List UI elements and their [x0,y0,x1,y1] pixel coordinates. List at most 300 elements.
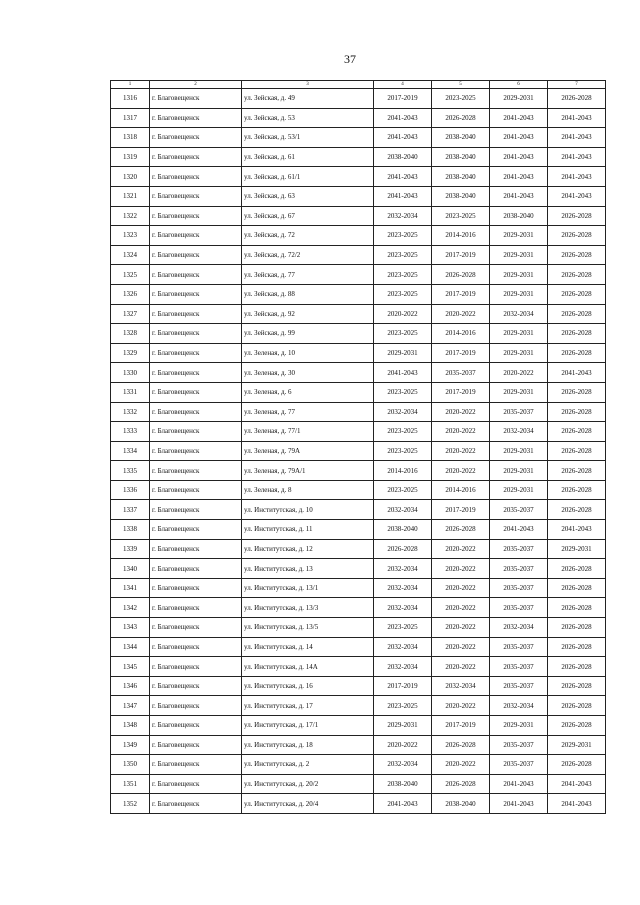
table-row [111,186,606,206]
row-number-cell: 1334 [111,441,150,461]
period-col-7-cell: 2041-2043 [548,108,606,128]
period-col-6-cell: 2029-2031 [490,265,548,285]
period-col-6-cell: 2035-2037 [490,755,548,775]
period-col-5-cell: 2020-2022 [432,637,490,657]
city-cell: г. Благовещенск [150,578,242,598]
period-col-5-cell: 2020-2022 [432,441,490,461]
city-cell: г. Благовещенск [150,735,242,755]
period-col-6-cell: 2041-2043 [490,520,548,540]
city-cell: г. Благовещенск [150,716,242,736]
city-cell: г. Благовещенск [150,637,242,657]
address-cell: ул. Зейская, д. 92 [242,304,374,324]
period-col-5-cell: 2035-2037 [432,363,490,383]
table-row [111,559,606,579]
period-col-7-cell: 2026-2028 [548,755,606,775]
period-col-6-cell: 2035-2037 [490,539,548,559]
period-col-5-cell: 2038-2040 [432,167,490,187]
address-cell: ул. Зейская, д. 99 [242,324,374,344]
city-cell: г. Благовещенск [150,128,242,148]
period-col-6-cell: 2029-2031 [490,461,548,481]
period-col-7-cell: 2026-2028 [548,206,606,226]
table-row [111,598,606,618]
period-col-4-cell: 2026-2028 [374,539,432,559]
period-col-5-cell: 2023-2025 [432,206,490,226]
period-col-6-cell: 2035-2037 [490,735,548,755]
table-row [111,637,606,657]
table-row [111,716,606,736]
period-col-4-cell: 2017-2019 [374,89,432,109]
period-col-7-cell: 2041-2043 [548,147,606,167]
table-row [111,206,606,226]
row-number-cell: 1327 [111,304,150,324]
period-col-7-cell: 2041-2043 [548,774,606,794]
row-number-cell: 1349 [111,735,150,755]
table-row [111,794,606,814]
address-cell: ул. Зейская, д. 72 [242,226,374,246]
table-row [111,500,606,520]
city-cell: г. Благовещенск [150,696,242,716]
row-number-cell: 1330 [111,363,150,383]
row-number-cell: 1332 [111,402,150,422]
period-col-5-cell: 2020-2022 [432,539,490,559]
period-col-7-cell: 2026-2028 [548,284,606,304]
address-cell: ул. Зеленая, д. 77/1 [242,422,374,442]
city-cell: г. Благовещенск [150,284,242,304]
header-col-1: 1 [111,81,150,89]
row-number-cell: 1335 [111,461,150,481]
address-cell: ул. Зейская, д. 61/1 [242,167,374,187]
row-number-cell: 1333 [111,422,150,442]
period-col-4-cell: 2023-2025 [374,265,432,285]
table-row [111,167,606,187]
table-row [111,402,606,422]
period-col-4-cell: 2023-2025 [374,618,432,638]
period-col-5-cell: 2038-2040 [432,186,490,206]
city-cell: г. Благовещенск [150,382,242,402]
address-cell: ул. Институтская, д. 17/1 [242,716,374,736]
row-number-cell: 1319 [111,147,150,167]
row-number-cell: 1339 [111,539,150,559]
row-number-cell: 1340 [111,559,150,579]
row-number-cell: 1326 [111,284,150,304]
table-row [111,441,606,461]
period-col-6-cell: 2029-2031 [490,343,548,363]
period-col-6-cell: 2035-2037 [490,637,548,657]
city-cell: г. Благовещенск [150,657,242,677]
period-col-7-cell: 2026-2028 [548,304,606,324]
period-col-5-cell: 2020-2022 [432,402,490,422]
row-number-cell: 1341 [111,578,150,598]
period-col-7-cell: 2026-2028 [548,382,606,402]
period-col-7-cell: 2026-2028 [548,676,606,696]
row-number-cell: 1323 [111,226,150,246]
period-col-6-cell: 2041-2043 [490,147,548,167]
period-col-5-cell: 2038-2040 [432,147,490,167]
row-number-cell: 1328 [111,324,150,344]
row-number-cell: 1316 [111,89,150,109]
period-col-6-cell: 2041-2043 [490,186,548,206]
period-col-5-cell: 2020-2022 [432,304,490,324]
address-cell: ул. Институтская, д. 13/5 [242,618,374,638]
period-col-6-cell: 2029-2031 [490,382,548,402]
period-col-7-cell: 2041-2043 [548,167,606,187]
row-number-cell: 1338 [111,520,150,540]
header-col-3: 3 [242,81,374,89]
period-col-5-cell: 2026-2028 [432,735,490,755]
period-col-5-cell: 2020-2022 [432,696,490,716]
period-col-7-cell: 2026-2028 [548,598,606,618]
row-number-cell: 1324 [111,245,150,265]
period-col-5-cell: 2020-2022 [432,422,490,442]
period-col-4-cell: 2032-2034 [374,598,432,618]
period-col-6-cell: 2029-2031 [490,716,548,736]
table-row [111,422,606,442]
period-col-7-cell: 2029-2031 [548,735,606,755]
period-col-7-cell: 2026-2028 [548,265,606,285]
period-col-5-cell: 2032-2034 [432,676,490,696]
address-cell: ул. Институтская, д. 18 [242,735,374,755]
table-row [111,108,606,128]
address-cell: ул. Институтская, д. 13/1 [242,578,374,598]
period-col-7-cell: 2041-2043 [548,363,606,383]
period-col-7-cell: 2026-2028 [548,226,606,246]
period-col-4-cell: 2032-2034 [374,637,432,657]
period-col-5-cell: 2020-2022 [432,598,490,618]
address-cell: ул. Зеленая, д. 30 [242,363,374,383]
period-col-5-cell: 2014-2016 [432,480,490,500]
period-col-4-cell: 2032-2034 [374,206,432,226]
table-row [111,520,606,540]
period-col-6-cell: 2041-2043 [490,108,548,128]
table-row [111,284,606,304]
period-col-7-cell: 2026-2028 [548,402,606,422]
period-col-5-cell: 2026-2028 [432,774,490,794]
city-cell: г. Благовещенск [150,755,242,775]
header-col-6: 6 [490,81,548,89]
city-cell: г. Благовещенск [150,245,242,265]
row-number-cell: 1317 [111,108,150,128]
city-cell: г. Благовещенск [150,89,242,109]
period-col-6-cell: 2035-2037 [490,559,548,579]
period-col-7-cell: 2026-2028 [548,480,606,500]
period-col-5-cell: 2017-2019 [432,245,490,265]
period-col-7-cell: 2041-2043 [548,186,606,206]
period-col-4-cell: 2041-2043 [374,167,432,187]
period-col-5-cell: 2020-2022 [432,657,490,677]
period-col-6-cell: 2029-2031 [490,245,548,265]
address-cell: ул. Зейская, д. 53 [242,108,374,128]
period-col-4-cell: 2041-2043 [374,794,432,814]
city-cell: г. Благовещенск [150,422,242,442]
period-col-5-cell: 2020-2022 [432,618,490,638]
period-col-6-cell: 2041-2043 [490,167,548,187]
period-col-5-cell: 2014-2016 [432,226,490,246]
period-col-6-cell: 2041-2043 [490,774,548,794]
row-number-cell: 1352 [111,794,150,814]
period-col-4-cell: 2032-2034 [374,755,432,775]
table-row [111,89,606,109]
address-cell: ул. Институтская, д. 20/2 [242,774,374,794]
period-col-6-cell: 2029-2031 [490,480,548,500]
row-number-cell: 1336 [111,480,150,500]
row-number-cell: 1344 [111,637,150,657]
address-cell: ул. Зейская, д. 53/1 [242,128,374,148]
period-col-4-cell: 2041-2043 [374,186,432,206]
period-col-6-cell: 2029-2031 [490,284,548,304]
city-cell: г. Благовещенск [150,324,242,344]
period-col-4-cell: 2041-2043 [374,128,432,148]
period-col-7-cell: 2026-2028 [548,716,606,736]
period-col-7-cell: 2041-2043 [548,520,606,540]
address-cell: ул. Зейская, д. 61 [242,147,374,167]
city-cell: г. Благовещенск [150,500,242,520]
header-col-4: 4 [374,81,432,89]
period-col-6-cell: 2035-2037 [490,500,548,520]
city-cell: г. Благовещенск [150,343,242,363]
period-col-6-cell: 2041-2043 [490,794,548,814]
address-cell: ул. Зейская, д. 49 [242,89,374,109]
table-row [111,657,606,677]
period-col-6-cell: 2035-2037 [490,598,548,618]
table-row [111,755,606,775]
row-number-cell: 1348 [111,716,150,736]
period-col-5-cell: 2038-2040 [432,794,490,814]
row-number-cell: 1331 [111,382,150,402]
header-col-7: 7 [548,81,606,89]
period-col-4-cell: 2023-2025 [374,696,432,716]
table-row [111,382,606,402]
address-cell: ул. Институтская, д. 13 [242,559,374,579]
city-cell: г. Благовещенск [150,539,242,559]
period-col-7-cell: 2026-2028 [548,422,606,442]
city-cell: г. Благовещенск [150,186,242,206]
table-row [111,324,606,344]
period-col-4-cell: 2032-2034 [374,657,432,677]
period-col-7-cell: 2026-2028 [548,441,606,461]
address-cell: ул. Зейская, д. 72/2 [242,245,374,265]
address-cell: ул. Зейская, д. 88 [242,284,374,304]
row-number-cell: 1350 [111,755,150,775]
period-col-6-cell: 2020-2022 [490,363,548,383]
period-col-6-cell: 2032-2034 [490,696,548,716]
row-number-cell: 1329 [111,343,150,363]
row-number-cell: 1346 [111,676,150,696]
period-col-4-cell: 2020-2022 [374,304,432,324]
period-col-6-cell: 2029-2031 [490,226,548,246]
city-cell: г. Благовещенск [150,559,242,579]
period-col-6-cell: 2032-2034 [490,618,548,638]
period-col-4-cell: 2041-2043 [374,363,432,383]
period-col-4-cell: 2032-2034 [374,402,432,422]
period-col-5-cell: 2014-2016 [432,324,490,344]
table-row [111,480,606,500]
row-number-cell: 1325 [111,265,150,285]
period-col-5-cell: 2017-2019 [432,284,490,304]
period-col-5-cell: 2017-2019 [432,382,490,402]
address-cell: ул. Зейская, д. 77 [242,265,374,285]
table-row [111,147,606,167]
city-cell: г. Благовещенск [150,441,242,461]
period-col-4-cell: 2020-2022 [374,735,432,755]
table-row [111,461,606,481]
period-col-4-cell: 2032-2034 [374,578,432,598]
period-col-7-cell: 2026-2028 [548,343,606,363]
period-col-4-cell: 2038-2040 [374,774,432,794]
address-cell: ул. Институтская, д. 14А [242,657,374,677]
table-row [111,578,606,598]
period-col-7-cell: 2026-2028 [548,696,606,716]
table-row [111,265,606,285]
period-col-6-cell: 2038-2040 [490,206,548,226]
period-col-7-cell: 2026-2028 [548,500,606,520]
period-col-6-cell: 2035-2037 [490,578,548,598]
address-cell: ул. Институтская, д. 13/3 [242,598,374,618]
city-cell: г. Благовещенск [150,226,242,246]
period-col-6-cell: 2029-2031 [490,89,548,109]
address-cell: ул. Институтская, д. 16 [242,676,374,696]
period-col-7-cell: 2026-2028 [548,618,606,638]
period-col-4-cell: 2023-2025 [374,480,432,500]
city-cell: г. Благовещенск [150,108,242,128]
period-col-5-cell: 2020-2022 [432,755,490,775]
period-col-6-cell: 2032-2034 [490,304,548,324]
address-cell: ул. Институтская, д. 20/4 [242,794,374,814]
period-col-6-cell: 2035-2037 [490,676,548,696]
address-cell: ул. Зеленая, д. 79А/1 [242,461,374,481]
period-col-6-cell: 2029-2031 [490,324,548,344]
address-cell: ул. Институтская, д. 11 [242,520,374,540]
address-cell: ул. Зеленая, д. 79А [242,441,374,461]
period-col-4-cell: 2038-2040 [374,520,432,540]
period-col-4-cell: 2017-2019 [374,676,432,696]
header-row [111,81,606,89]
city-cell: г. Благовещенск [150,461,242,481]
city-cell: г. Благовещенск [150,147,242,167]
period-col-7-cell: 2026-2028 [548,559,606,579]
period-col-4-cell: 2023-2025 [374,324,432,344]
table-row [111,245,606,265]
period-col-5-cell: 2026-2028 [432,265,490,285]
period-col-4-cell: 2038-2040 [374,147,432,167]
period-col-7-cell: 2041-2043 [548,128,606,148]
period-col-5-cell: 2017-2019 [432,500,490,520]
address-cell: ул. Зеленая, д. 6 [242,382,374,402]
address-cell: ул. Зеленая, д. 10 [242,343,374,363]
header-col-2: 2 [150,81,242,89]
period-col-7-cell: 2041-2043 [548,794,606,814]
table-row [111,128,606,148]
table-row [111,696,606,716]
row-number-cell: 1342 [111,598,150,618]
period-col-7-cell: 2026-2028 [548,578,606,598]
period-col-4-cell: 2041-2043 [374,108,432,128]
city-cell: г. Благовещенск [150,774,242,794]
address-cell: ул. Институтская, д. 10 [242,500,374,520]
address-cell: ул. Институтская, д. 17 [242,696,374,716]
period-col-6-cell: 2029-2031 [490,441,548,461]
period-col-4-cell: 2029-2031 [374,716,432,736]
period-col-7-cell: 2026-2028 [548,89,606,109]
city-cell: г. Благовещенск [150,676,242,696]
address-cell: ул. Зеленая, д. 8 [242,480,374,500]
city-cell: г. Благовещенск [150,480,242,500]
period-col-5-cell: 2023-2025 [432,89,490,109]
period-col-5-cell: 2026-2028 [432,520,490,540]
period-col-5-cell: 2038-2040 [432,128,490,148]
period-col-4-cell: 2032-2034 [374,559,432,579]
period-col-7-cell: 2026-2028 [548,245,606,265]
address-cell: ул. Зейская, д. 67 [242,206,374,226]
row-number-cell: 1320 [111,167,150,187]
table-row [111,363,606,383]
period-col-5-cell: 2020-2022 [432,461,490,481]
table-body [111,89,606,814]
table-row [111,735,606,755]
table-row [111,343,606,363]
table-row [111,539,606,559]
city-cell: г. Благовещенск [150,304,242,324]
address-cell: ул. Зеленая, д. 77 [242,402,374,422]
city-cell: г. Благовещенск [150,618,242,638]
row-number-cell: 1322 [111,206,150,226]
table-row [111,226,606,246]
period-col-5-cell: 2017-2019 [432,716,490,736]
period-col-6-cell: 2032-2034 [490,422,548,442]
row-number-cell: 1343 [111,618,150,638]
table-row [111,304,606,324]
period-col-6-cell: 2035-2037 [490,402,548,422]
period-col-6-cell: 2035-2037 [490,657,548,677]
period-col-5-cell: 2020-2022 [432,559,490,579]
address-cell: ул. Институтская, д. 12 [242,539,374,559]
table-row [111,618,606,638]
period-col-7-cell: 2026-2028 [548,637,606,657]
period-col-4-cell: 2023-2025 [374,441,432,461]
period-col-4-cell: 2023-2025 [374,245,432,265]
row-number-cell: 1318 [111,128,150,148]
period-col-5-cell: 2020-2022 [432,578,490,598]
period-col-4-cell: 2032-2034 [374,500,432,520]
address-cell: ул. Зейская, д. 63 [242,186,374,206]
period-col-6-cell: 2041-2043 [490,128,548,148]
period-col-4-cell: 2023-2025 [374,382,432,402]
period-col-4-cell: 2023-2025 [374,284,432,304]
header-col-5: 5 [432,81,490,89]
city-cell: г. Благовещенск [150,265,242,285]
period-col-4-cell: 2023-2025 [374,422,432,442]
row-number-cell: 1351 [111,774,150,794]
row-number-cell: 1347 [111,696,150,716]
period-col-7-cell: 2026-2028 [548,324,606,344]
period-col-7-cell: 2029-2031 [548,539,606,559]
city-cell: г. Благовещенск [150,520,242,540]
period-col-7-cell: 2026-2028 [548,461,606,481]
city-cell: г. Благовещенск [150,794,242,814]
housing-register-table [110,80,606,814]
city-cell: г. Благовещенск [150,167,242,187]
city-cell: г. Благовещенск [150,363,242,383]
period-col-7-cell: 2026-2028 [548,657,606,677]
table-row [111,774,606,794]
row-number-cell: 1337 [111,500,150,520]
address-cell: ул. Институтская, д. 2 [242,755,374,775]
table-row [111,676,606,696]
row-number-cell: 1321 [111,186,150,206]
city-cell: г. Благовещенск [150,598,242,618]
table-header [111,81,606,89]
page-number: 37 [344,52,356,66]
period-col-4-cell: 2023-2025 [374,226,432,246]
